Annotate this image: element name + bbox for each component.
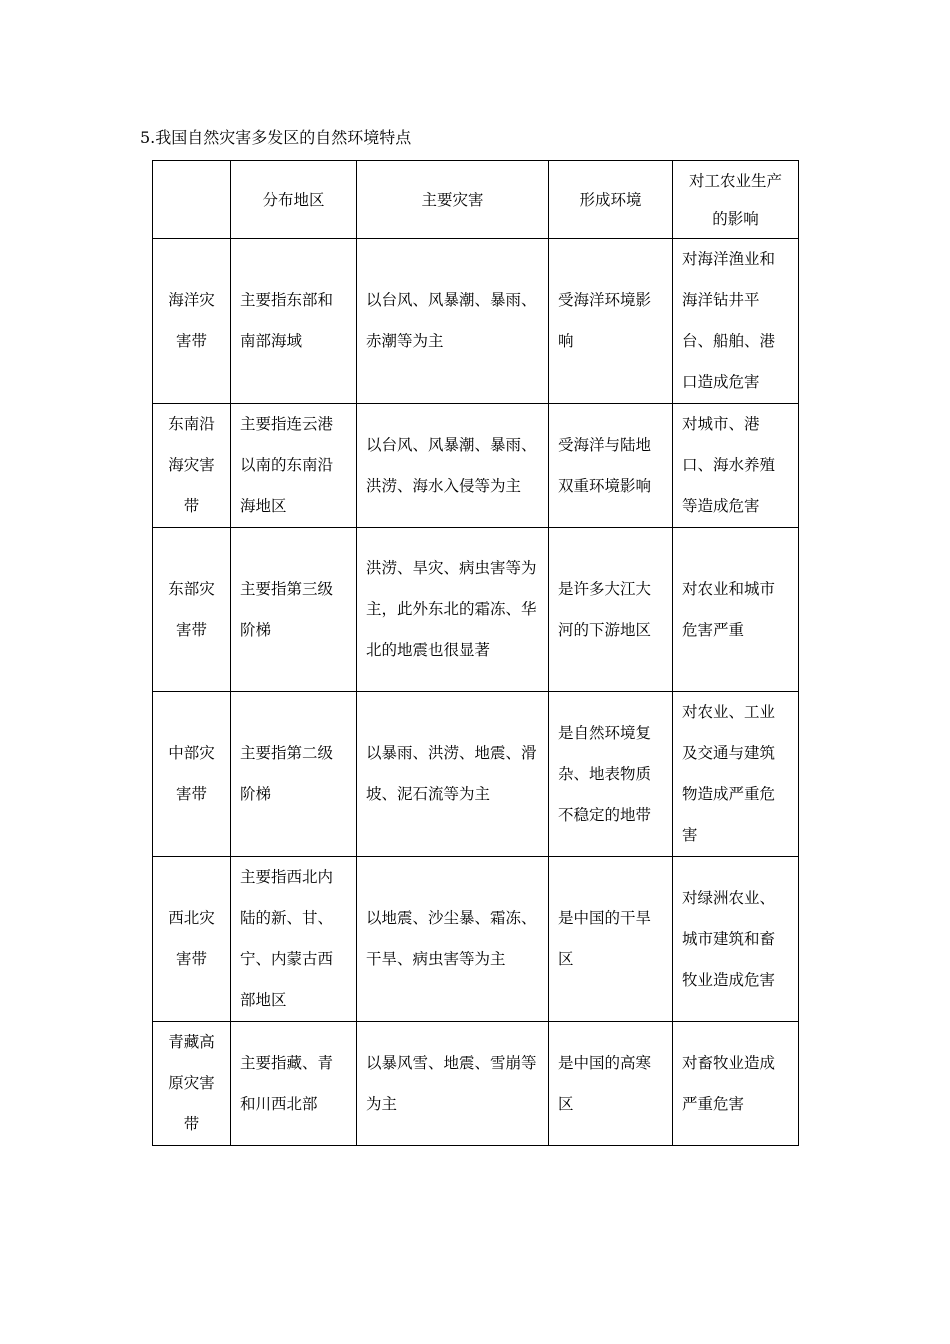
impact-cell: 对海洋渔业和海洋钻井平台、船舶、港口造成危害 [673,239,799,404]
main-disasters-cell: 以台风、风暴潮、暴雨、洪涝、海水入侵等为主 [357,404,549,528]
table-row [153,404,799,528]
header-cell-impact: 对工农业生产的影响 [673,161,799,239]
main-disasters-cell: 以暴风雪、地震、雪崩等为主 [357,1022,549,1146]
main-disasters-cell: 洪涝、旱灾、病虫害等为主，此外东北的霜冻、华北的地震也很显著 [357,528,549,692]
impact-cell: 对畜牧业造成严重危害 [673,1022,799,1146]
environment-cell: 是中国的干旱区 [549,857,673,1022]
table-row [153,857,799,1022]
header-cell-environment: 形成环境 [549,161,673,239]
environment-cell: 是许多大江大河的下游地区 [549,528,673,692]
distribution-cell: 主要指连云港以南的东南沿海地区 [231,404,357,528]
header-cell-main-disasters: 主要灾害 [357,161,549,239]
table-row [153,239,799,404]
distribution-cell: 主要指东部和南部海域 [231,239,357,404]
distribution-cell: 主要指西北内陆的新、甘、宁、内蒙古西部地区 [231,857,357,1022]
header-cell-distribution: 分布地区 [231,161,357,239]
impact-cell: 对绿洲农业、城市建筑和畜牧业造成危害 [673,857,799,1022]
table-header-row [153,161,799,239]
disaster-zones-table [152,160,799,1146]
distribution-cell: 主要指藏、青和川西北部 [231,1022,357,1146]
table-row [153,1022,799,1146]
environment-cell: 是中国的高寒区 [549,1022,673,1146]
environment-cell: 受海洋环境影响 [549,239,673,404]
environment-cell: 是自然环境复杂、地表物质不稳定的地带 [549,692,673,857]
zone-name-cell: 青藏高原灾害带 [153,1022,231,1146]
zone-name-cell: 西北灾害带 [153,857,231,1022]
distribution-cell: 主要指第二级阶梯 [231,692,357,857]
main-disasters-cell: 以暴雨、洪涝、地震、滑坡、泥石流等为主 [357,692,549,857]
main-disasters-cell: 以地震、沙尘暴、霜冻、干旱、病虫害等为主 [357,857,549,1022]
header-cell-empty [153,161,231,239]
section-heading: 5.我国自然灾害多发区的自然环境特点 [140,128,412,147]
environment-cell: 受海洋与陆地双重环境影响 [549,404,673,528]
zone-name-cell: 海洋灾害带 [153,239,231,404]
distribution-cell: 主要指第三级阶梯 [231,528,357,692]
impact-cell: 对农业和城市危害严重 [673,528,799,692]
table-row [153,692,799,857]
impact-cell: 对城市、港口、海水养殖等造成危害 [673,404,799,528]
zone-name-cell: 中部灾害带 [153,692,231,857]
zone-name-cell: 东部灾害带 [153,528,231,692]
impact-cell: 对农业、工业及交通与建筑物造成严重危害 [673,692,799,857]
main-disasters-cell: 以台风、风暴潮、暴雨、赤潮等为主 [357,239,549,404]
zone-name-cell: 东南沿海灾害带 [153,404,231,528]
table-row [153,528,799,692]
